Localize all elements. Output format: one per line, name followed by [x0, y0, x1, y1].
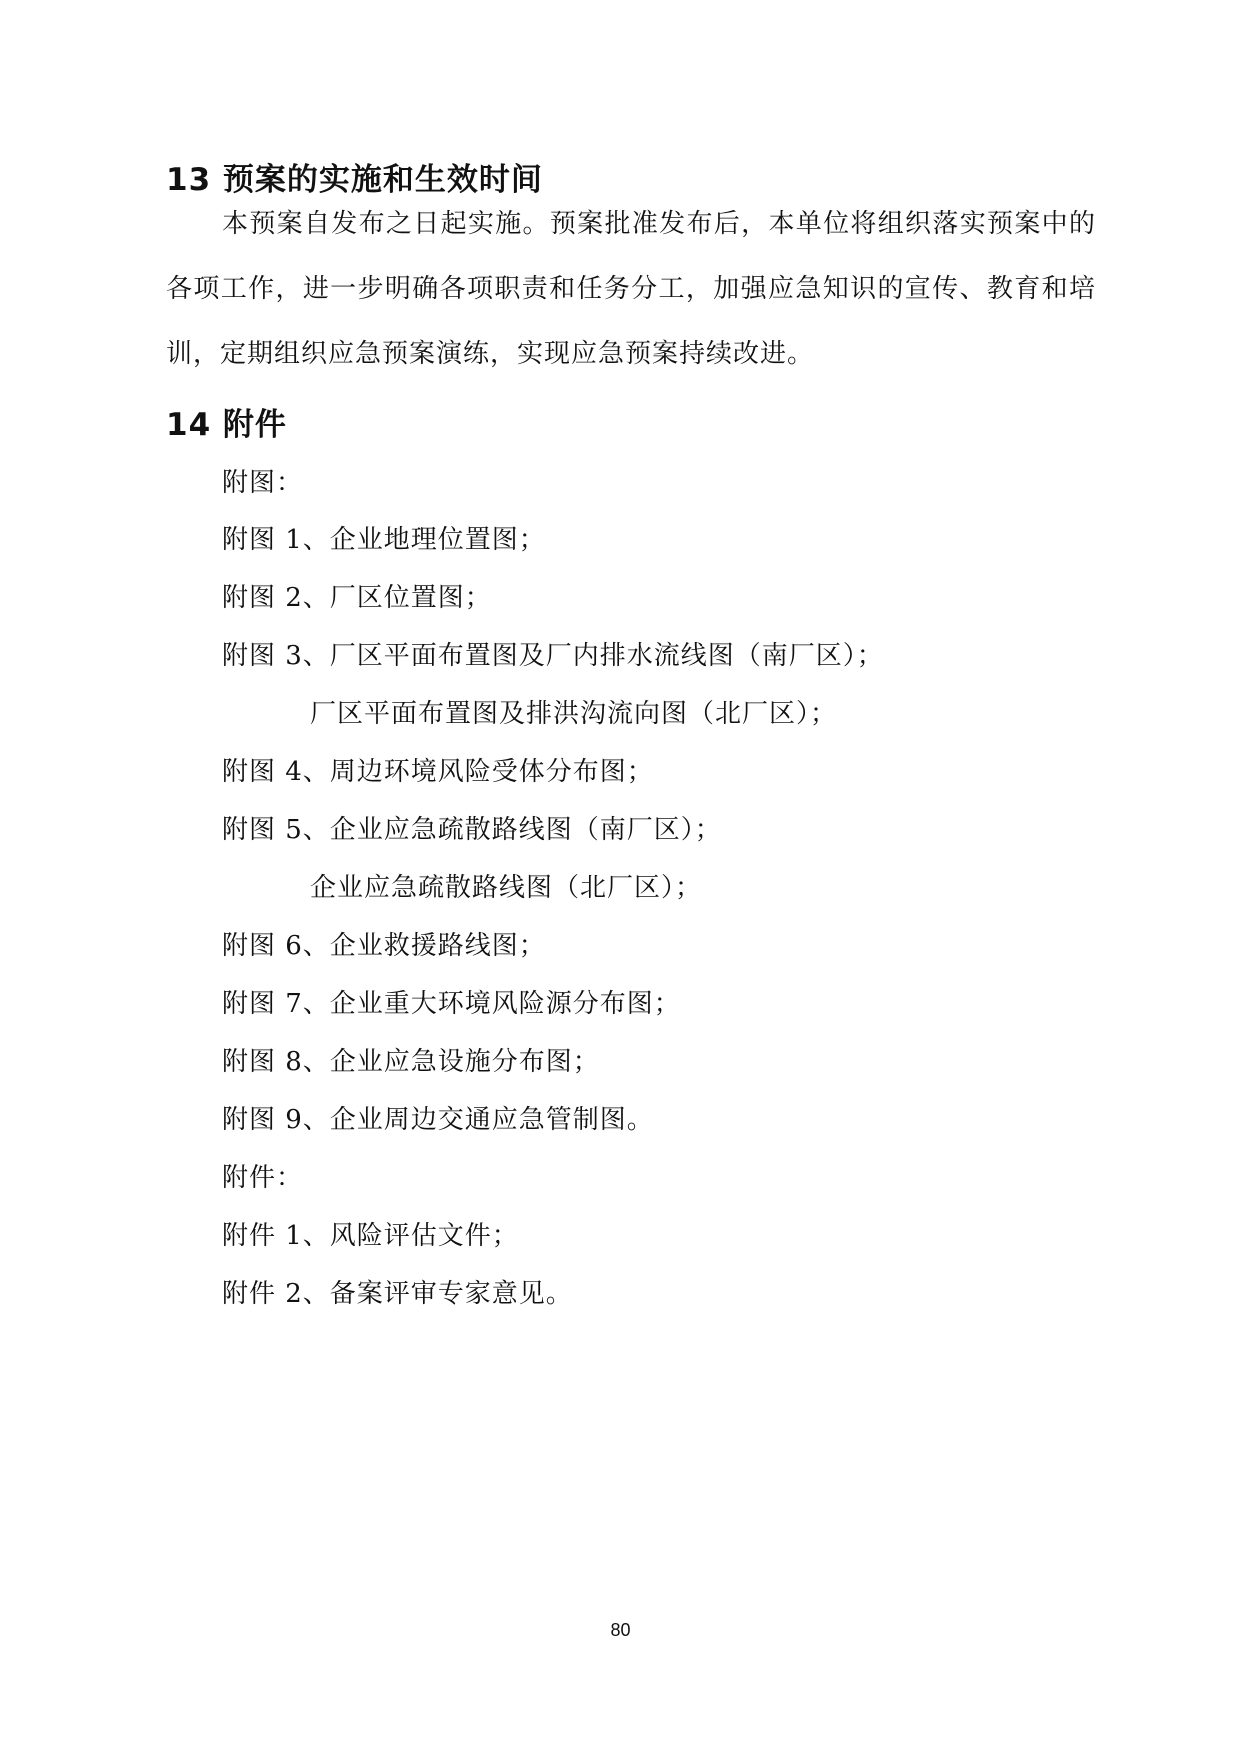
list-item: 附图 8、企业应急设施分布图； [222, 1047, 600, 1077]
section-13-paragraph: 本预案自发布之日起实施。预案批准发布后，本单位将组织落实预案中的各项工作，进一步明确各项职责和任务分工，加强应急知识的宣传、教育和培训，定期组织应急预案演练，实现应急预案持续改进。 [166, 209, 1096, 369]
list-item: 附图 7、企业重大环境风险源分布图； [222, 989, 681, 1019]
list-item: 附图 2、厂区位置图； [222, 583, 492, 613]
list-item: 附件： [222, 1163, 304, 1193]
section-13-heading: 13 预案的实施和生效时间 [166, 162, 543, 198]
list-item: 附件 1、风险评估文件； [222, 1221, 519, 1251]
list-item: 附件 2、备案评审专家意见。 [222, 1279, 573, 1309]
list-item: 附图 3、厂区平面布置图及厂内排水流线图（南厂区）； [222, 641, 884, 671]
list-item: 厂区平面布置图及排洪沟流向图（北厂区）； [310, 699, 838, 729]
section-14-heading: 14 附件 [166, 407, 287, 443]
list-item: 附图 9、企业周边交通应急管制图。 [222, 1105, 654, 1135]
list-item: 附图 5、企业应急疏散路线图（南厂区）； [222, 815, 722, 845]
list-item: 附图 6、企业救援路线图； [222, 931, 546, 961]
list-item: 企业应急疏散路线图（北厂区）； [310, 873, 703, 903]
list-item: 附图 4、周边环境风险受体分布图； [222, 757, 654, 787]
list-item: 附图 1、企业地理位置图； [222, 525, 546, 555]
list-item: 附图： [222, 468, 304, 498]
page-number: 80 [610, 1620, 631, 1640]
